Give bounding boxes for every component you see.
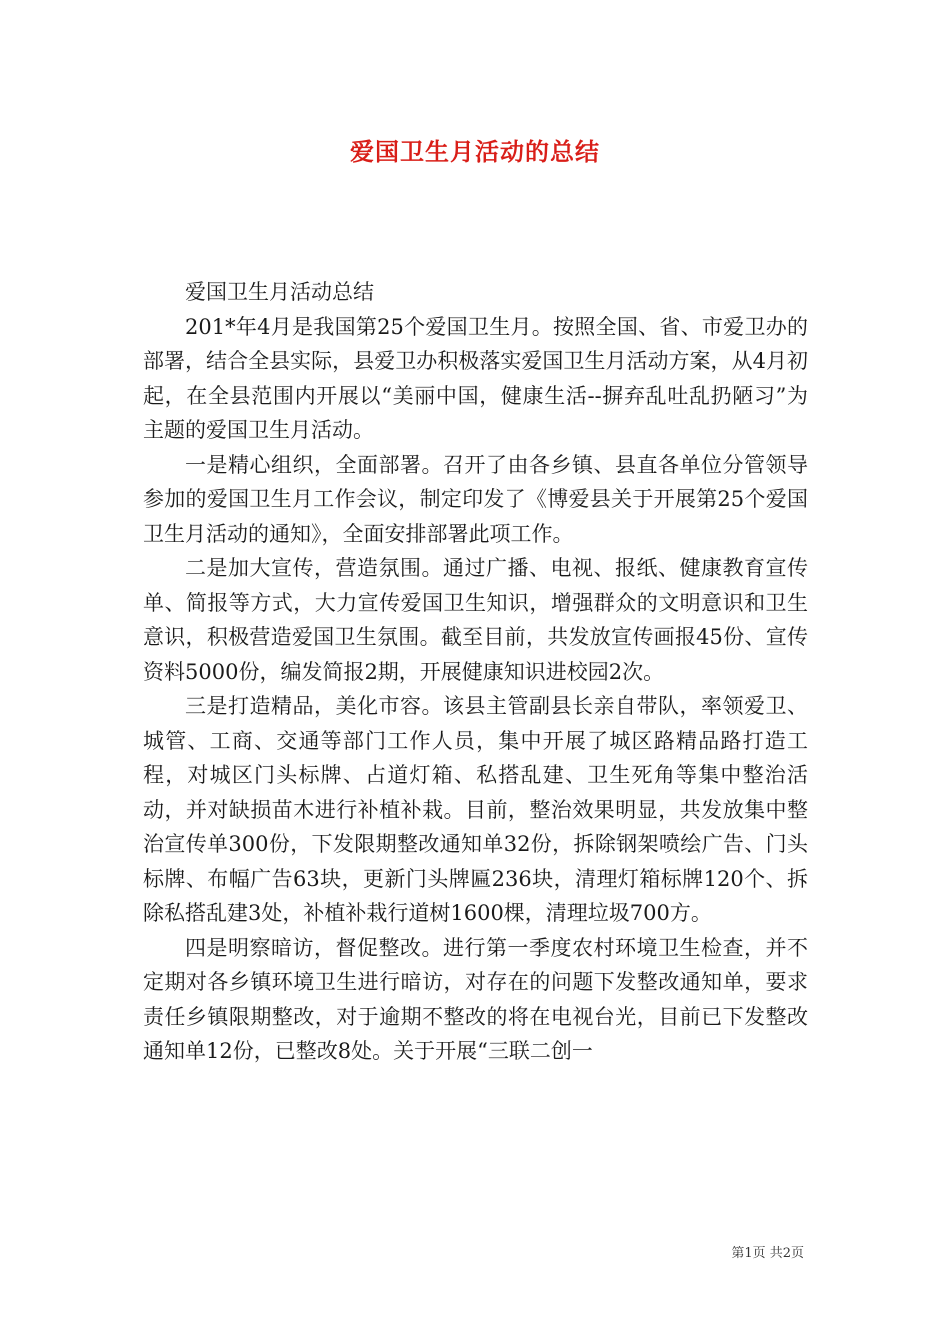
paragraph: 二是加大宣传，营造氛围。通过广播、电视、报纸、健康教育宣传单、简报等方式，大力宣传爱国卫生知识，增强群众的文明意识和卫生意识，积极营造爱国卫生氛围。截至目前，共发放宣传画报45份、宣传资料5000份，编发简报2期，开展健康知识进校园2次。	[143, 556, 808, 684]
page-number: 第1页 共2页	[731, 1246, 804, 1261]
paragraph: 201*年4月是我国第25个爱国卫生月。按照全国、省、市爱卫办的部署，结合全县实际，县爱卫办积极落实爱国卫生月活动方案，从4月初起，在全县范围内开展以“美丽中国，健康生活--摒弃乱吐乱扔陋习”为主题的爱国卫生月活动。	[143, 314, 808, 442]
paragraph: 一是精心组织，全面部署。召开了由各乡镇、县直各单位分管领导参加的爱国卫生月工作会议，制定印发了《博爱县关于开展第25个爱国卫生月活动的通知》，全面安排部署此项工作。	[143, 452, 808, 546]
document-title: 爱国卫生月活动的总结	[350, 137, 600, 166]
paragraph: 四是明察暗访，督促整改。进行第一季度农村环境卫生检查，并不定期对各乡镇环境卫生进行暗访，对存在的问题下发整改通知单，要求责任乡镇限期整改，对于逾期不整改的将在电视台光，目前已下发整改通知单12份，已整改8处。关于开展“三联二创一	[143, 935, 808, 1063]
document-body	[143, 275, 808, 1069]
paragraph: 三是打造精品，美化市容。该县主管副县长亲自带队，率领爱卫、城管、工商、交通等部门工作人员，集中开展了城区路精品路打造工程，对城区门头标牌、占道灯箱、私搭乱建、卫生死角等集中整治活动，并对缺损苗木进行补植补栽。目前，整治效果明显，共发放集中整治宣传单300份，下发限期整改通知单32份，拆除钢架喷绘广告、门头标牌、布幅广告63块，更新门头牌匾236块，清理灯箱标牌120个、拆除私搭乱建3处，补植补栽行道树1600棵，清理垃圾700方。	[143, 694, 808, 925]
paragraph: 爱国卫生月活动总结	[185, 280, 374, 304]
